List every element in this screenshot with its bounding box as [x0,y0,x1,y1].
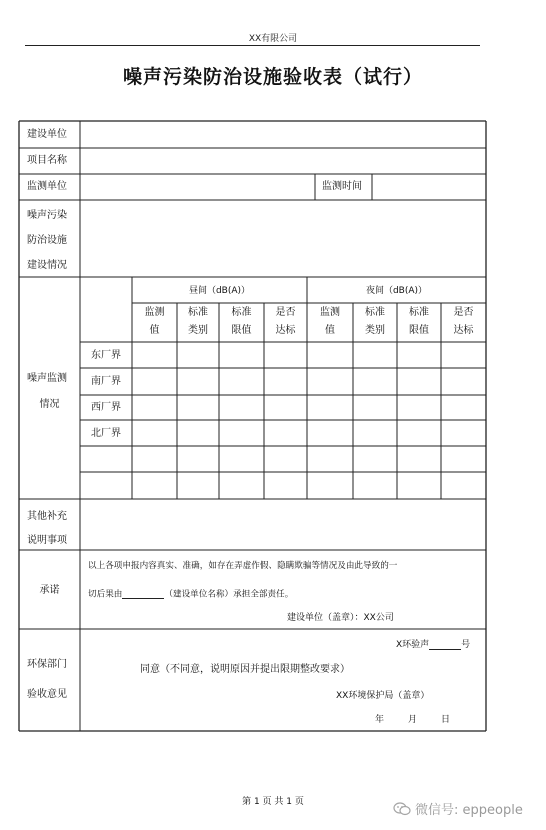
label-facility-1: 噪声污染 [27,210,67,221]
night-col-std-type-2: 类别 [365,325,385,336]
boundary-east: 东厂界 [91,350,121,361]
label-project-name: 项目名称 [27,155,67,166]
night-header: 夜间（dB(A)） [365,286,428,296]
day-col-compliant-2: 达标 [275,325,296,336]
day-col-std-type-1: 标准 [188,307,208,318]
night-col-std-type-1: 标准 [365,307,385,318]
promise-signature: 建设单位（盖章）：XX公司 [287,613,394,623]
label-monitor-time: 监测时间 [322,181,362,192]
day-col-compliant-1: 是否 [275,307,296,318]
label-monitor-1: 噪声监测 [27,373,67,384]
promise-line-2-start: 切后果由 [88,589,123,600]
date-year: 年 [375,715,385,725]
company-name-blank [122,589,164,599]
label-facility-2: 防治设施 [27,235,67,246]
day-col-measured-1: 监测 [144,307,165,318]
watermark [393,799,523,820]
watermark-text: 微信号: eppeople [415,803,523,818]
boundary-north: 北厂界 [91,428,121,439]
label-other-1: 其他补充 [27,511,67,522]
label-approval-2: 验收意见 [27,689,67,700]
bureau-seal: XX环境保护局（盖章） [336,691,430,701]
date-month: 月 [408,715,418,725]
day-col-std-type-2: 类别 [188,325,208,336]
day-header: 昼间（dB(A)） [188,286,251,296]
page-title: 噪声污染防治设施验收表（试行） [122,66,423,88]
night-col-std-limit-2: 限值 [409,325,429,336]
night-col-measured-2: 值 [325,325,335,336]
wechat-icon [393,802,411,820]
doc-number-suffix: 号 [461,640,471,650]
promise-line-1: 以上各项申报内容真实、准确，如存在弄虚作假、隐瞒欺骗等情况及由此导致的一 [88,561,398,571]
boundary-south: 南厂界 [91,376,121,387]
day-col-std-limit-1: 标准 [231,307,252,318]
day-col-std-limit-2: 限值 [231,325,252,336]
approval-agree-text: 同意（不同意，说明原因并提出限期整改要求） [140,664,350,675]
label-approval-1: 环保部门 [27,659,67,670]
company-header: XX有限公司 [248,34,298,44]
page-footer: 第 1 页 共 1 页 [242,797,304,807]
night-col-measured-1: 监测 [320,307,340,318]
night-col-compliant-1: 是否 [453,307,474,318]
date-day: 日 [441,715,451,725]
label-promise: 承诺 [39,585,60,596]
doc-number-blank [429,640,461,650]
promise-line-2-end: （建设单位名称）承担全部责任。 [164,589,294,600]
night-col-std-limit-1: 标准 [409,307,429,318]
label-facility-3: 建设情况 [27,260,67,271]
label-build-unit: 建设单位 [27,129,67,140]
doc-number-prefix: X环验声 [396,640,430,650]
day-col-measured-2: 值 [149,325,160,336]
promise-line-2 [88,589,293,599]
night-col-compliant-2: 达标 [453,325,474,336]
label-monitor-unit: 监测单位 [27,181,67,192]
boundary-west: 西厂界 [91,402,121,413]
label-other-2: 说明事项 [27,535,67,546]
doc-number [396,640,470,650]
label-monitor-2: 情况 [39,399,60,410]
